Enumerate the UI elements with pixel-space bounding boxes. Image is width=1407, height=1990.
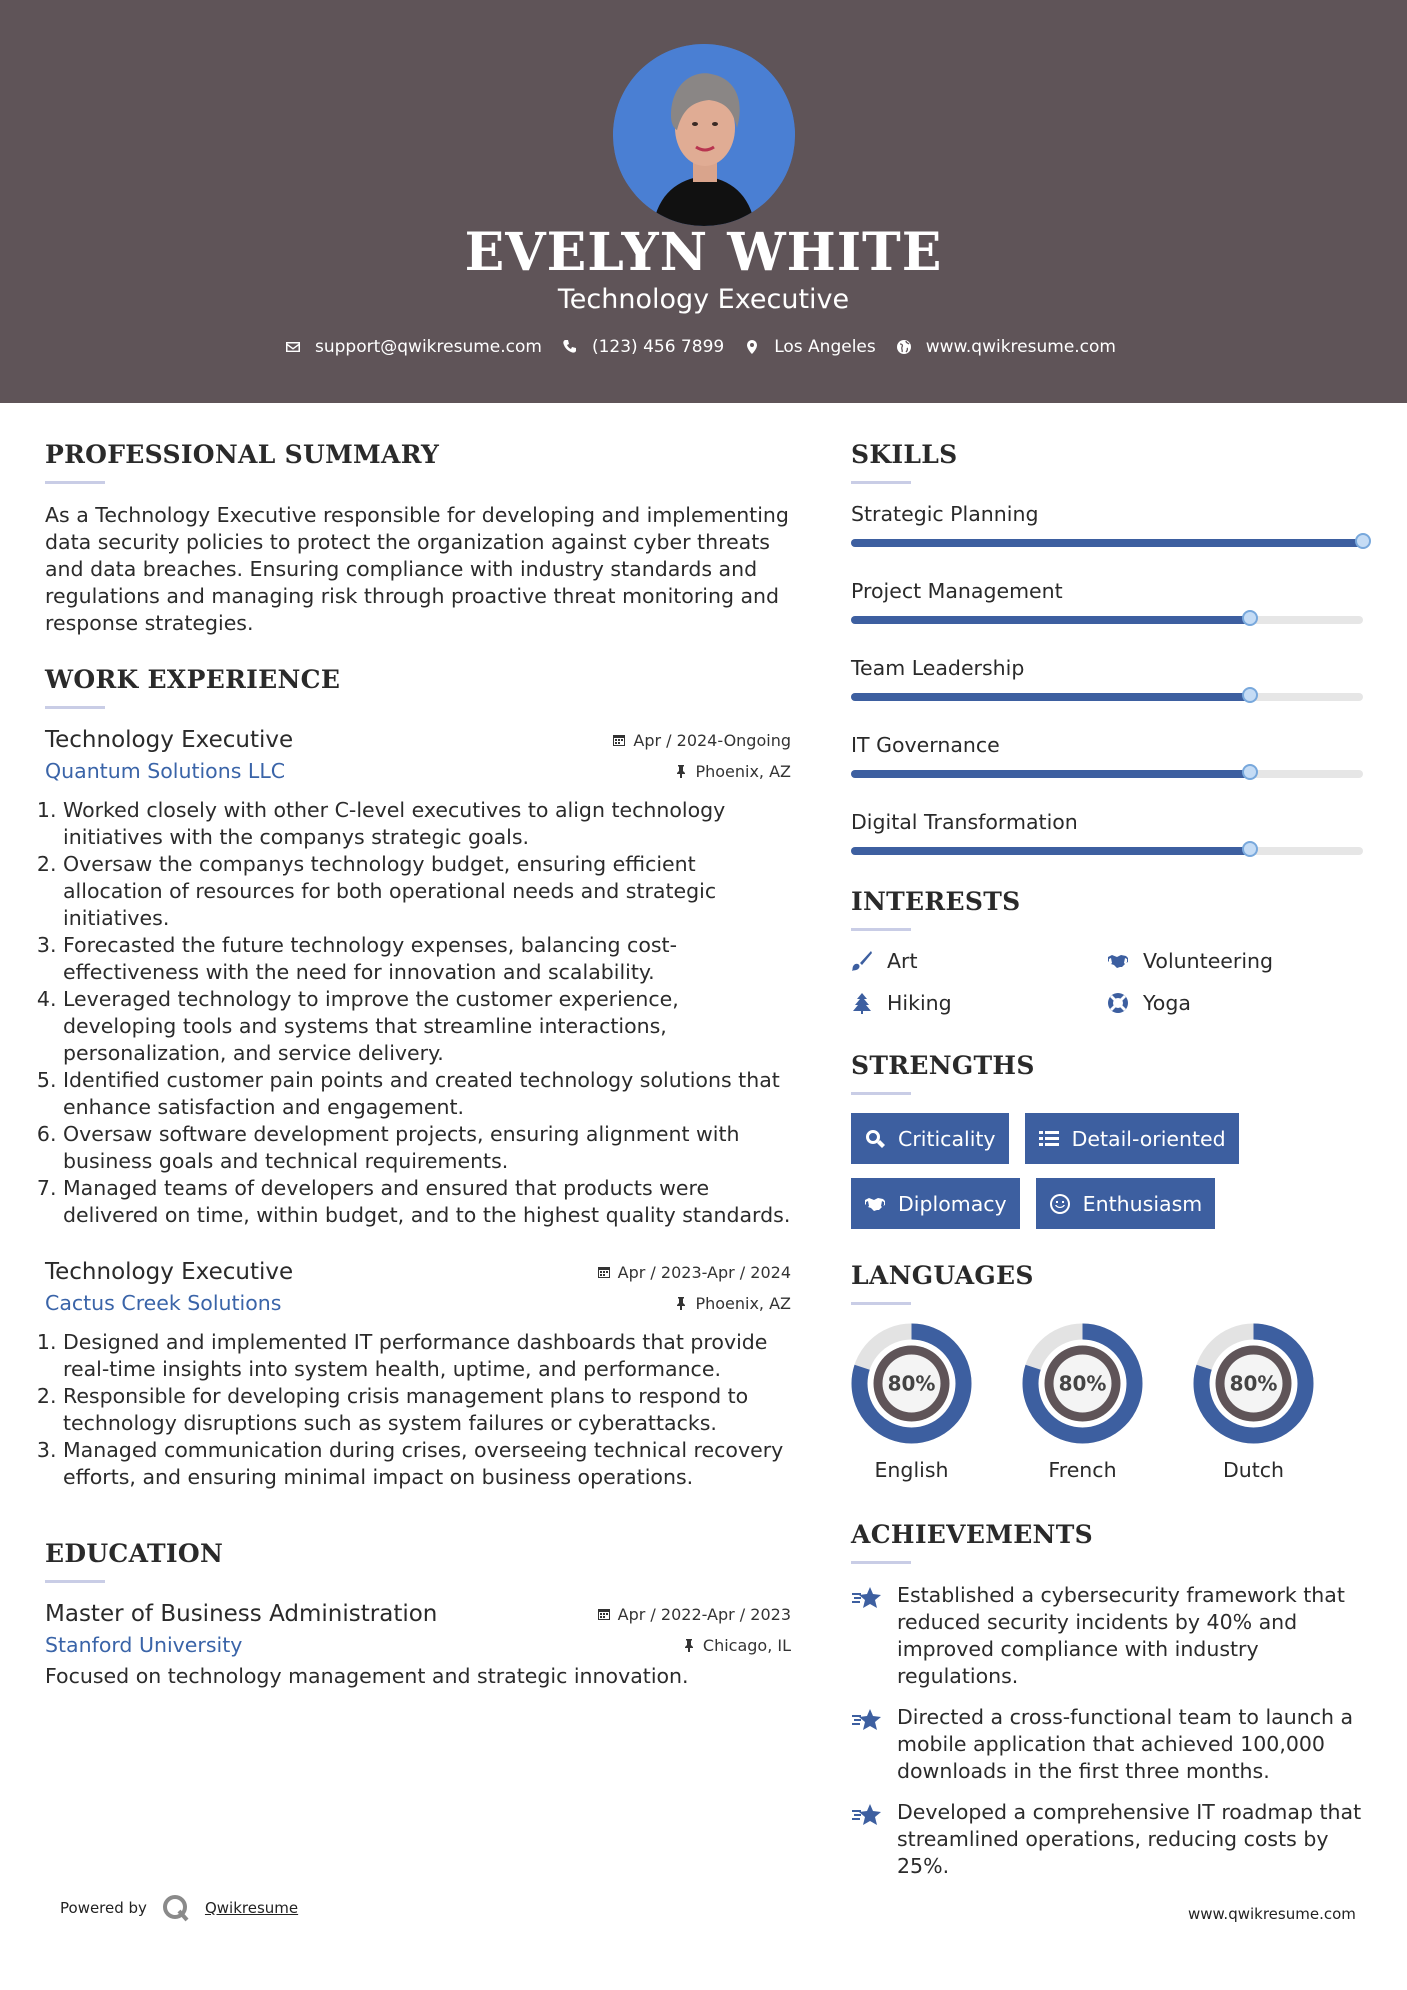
language-name: English bbox=[874, 1458, 949, 1482]
education-location-text: Chicago, IL bbox=[702, 1635, 791, 1655]
list-item: 1. Worked closely with other C-level executives to align technology initiatives with the companys strategic goals. bbox=[63, 797, 791, 851]
interests-heading: INTERESTS bbox=[851, 887, 1021, 916]
language-item bbox=[851, 1323, 972, 1482]
job-date-text: Apr / 2024-Ongoing bbox=[633, 730, 791, 750]
language-donut bbox=[1022, 1323, 1143, 1444]
strength-label: Criticality bbox=[898, 1126, 996, 1151]
skill-bar-knob bbox=[1242, 687, 1258, 703]
job-title: Technology Executive bbox=[45, 727, 294, 753]
list-item: 3. Managed communication during crises, overseeing technical recovery efforts, and ensuring minimal impact on business operations. bbox=[63, 1437, 791, 1491]
experience-section bbox=[45, 665, 791, 1491]
contact-website[interactable] bbox=[896, 337, 1116, 357]
language-percent: 80% bbox=[1229, 1371, 1278, 1396]
skill-bar-fill bbox=[851, 693, 1250, 701]
duties-list bbox=[45, 797, 791, 1229]
phone-text: (123) 456 7899 bbox=[591, 337, 725, 357]
globe-icon bbox=[896, 339, 912, 355]
contact-phone[interactable] bbox=[562, 337, 724, 357]
language-donut bbox=[1193, 1323, 1314, 1444]
achievement-item bbox=[851, 1582, 1365, 1690]
job-location bbox=[674, 762, 791, 781]
list-item: 5. Identified customer pain points and created technology solutions that enhance satisfaction and engagement. bbox=[63, 1067, 791, 1121]
summary-text: As a Technology Executive responsible for developing and implementing data security policies to protect the organization against cyber threats and data breaches. Ensuring compliance with industry standards and regulations and managing risk through proactive threat monitoring and response strategies. bbox=[45, 503, 789, 635]
heading-underline bbox=[851, 1561, 911, 1564]
heading-underline bbox=[851, 928, 911, 931]
skill-bar-track bbox=[851, 539, 1363, 547]
interest-label: Hiking bbox=[887, 991, 952, 1015]
left-column bbox=[45, 440, 791, 1690]
lifebuoy-icon bbox=[1107, 992, 1129, 1014]
heading-underline bbox=[45, 1580, 105, 1583]
skill-name: Team Leadership bbox=[851, 656, 1025, 680]
job-date bbox=[597, 1263, 791, 1282]
language-percent: 80% bbox=[887, 1371, 936, 1396]
right-column bbox=[851, 440, 1365, 1894]
list-icon bbox=[1038, 1128, 1060, 1150]
summary-heading: PROFESSIONAL SUMMARY bbox=[45, 440, 440, 469]
degree-title: Master of Business Administration bbox=[45, 1601, 438, 1627]
heading-underline bbox=[45, 706, 105, 709]
skills-list bbox=[851, 502, 1365, 887]
list-item: 6. Oversaw software development projects, ensuring alignment with business goals and technical requirements. bbox=[63, 1121, 791, 1175]
phone-icon bbox=[562, 339, 578, 355]
star-icon bbox=[851, 1706, 883, 1736]
skill-bar-knob bbox=[1242, 610, 1258, 626]
skill-bar-knob bbox=[1242, 841, 1258, 857]
interest-label: Art bbox=[887, 949, 918, 973]
interest-item bbox=[1107, 991, 1363, 1015]
summary-section bbox=[45, 440, 791, 637]
achievement-item bbox=[851, 1799, 1365, 1880]
job-location bbox=[674, 1294, 791, 1313]
interest-label: Yoga bbox=[1143, 991, 1191, 1015]
resume-header bbox=[0, 0, 1407, 403]
strength-tag bbox=[851, 1178, 1020, 1229]
calendar-icon bbox=[597, 1265, 611, 1279]
interest-item bbox=[851, 949, 1107, 973]
qwikresume-logo-icon bbox=[161, 1893, 191, 1923]
language-item bbox=[1193, 1323, 1314, 1482]
strength-tag bbox=[1025, 1113, 1239, 1164]
contact-email[interactable] bbox=[285, 337, 542, 357]
job-entry bbox=[45, 727, 791, 1229]
powered-by bbox=[60, 1893, 298, 1923]
pushpin-icon bbox=[682, 1638, 696, 1652]
job-location-text: Phoenix, AZ bbox=[695, 761, 791, 781]
languages-section bbox=[851, 1261, 1365, 1482]
company-name[interactable]: Quantum Solutions LLC bbox=[45, 759, 286, 783]
skill-item bbox=[851, 502, 1365, 579]
job-date-text: Apr / 2023-Apr / 2024 bbox=[617, 1262, 791, 1282]
pushpin-icon bbox=[674, 1296, 688, 1310]
strength-tag bbox=[1036, 1178, 1216, 1229]
heading-underline bbox=[851, 1092, 911, 1095]
duties-list bbox=[45, 1329, 791, 1491]
profile-photo bbox=[613, 44, 795, 226]
languages-heading: LANGUAGES bbox=[851, 1261, 1034, 1290]
language-name: French bbox=[1048, 1458, 1117, 1482]
job-entry bbox=[45, 1259, 791, 1491]
heading-underline bbox=[45, 481, 105, 484]
skill-bar-track bbox=[851, 847, 1363, 855]
experience-heading: WORK EXPERIENCE bbox=[45, 665, 341, 694]
list-item: 1. Designed and implemented IT performance dashboards that provide real-time insights into system health, uptime, and performance. bbox=[63, 1329, 791, 1383]
candidate-name: EVELYN WHITE bbox=[464, 222, 943, 283]
skill-bar-track bbox=[851, 616, 1363, 624]
achievement-text: Directed a cross-functional team to launch a mobile application that achieved 100,000 downloads in the first three months. bbox=[897, 1705, 1354, 1783]
skill-bar-fill bbox=[851, 770, 1250, 778]
skill-item bbox=[851, 810, 1365, 887]
list-item: 2. Oversaw the companys technology budget, ensuring efficient allocation of resources for both operational needs and strategic initiatives. bbox=[63, 851, 791, 932]
strengths-list bbox=[851, 1113, 1365, 1229]
skill-bar-fill bbox=[851, 539, 1363, 547]
skills-heading: SKILLS bbox=[851, 440, 958, 469]
languages-list bbox=[851, 1323, 1365, 1482]
interest-item bbox=[851, 991, 1107, 1015]
language-percent: 80% bbox=[1058, 1371, 1107, 1396]
skill-name: IT Governance bbox=[851, 733, 1000, 757]
heading-underline bbox=[851, 1302, 911, 1305]
strength-label: Diplomacy bbox=[898, 1191, 1007, 1216]
brand-link[interactable]: Qwikresume bbox=[204, 1899, 299, 1917]
strengths-heading: STRENGTHS bbox=[851, 1051, 1035, 1080]
smile-icon bbox=[1049, 1193, 1071, 1215]
language-donut bbox=[851, 1323, 972, 1444]
school-name[interactable]: Stanford University bbox=[45, 1633, 243, 1657]
location-text: Los Angeles bbox=[774, 337, 876, 357]
interests-section bbox=[851, 887, 1365, 1015]
skill-bar-track bbox=[851, 693, 1363, 701]
job-date bbox=[612, 731, 791, 750]
search-icon bbox=[864, 1128, 886, 1150]
skill-name: Project Management bbox=[851, 579, 1063, 603]
skill-name: Digital Transformation bbox=[851, 810, 1078, 834]
achievement-text: Developed a comprehensive IT roadmap that streamlined operations, reducing costs by 25%. bbox=[897, 1800, 1362, 1878]
heading-underline bbox=[851, 481, 911, 484]
powered-by-label: Powered by bbox=[60, 1899, 147, 1917]
tree-icon bbox=[851, 992, 873, 1014]
candidate-title: Technology Executive bbox=[557, 284, 850, 315]
list-item: 7. Managed teams of developers and ensured that products were delivered on time, within budget, and to the highest quality standards. bbox=[63, 1175, 791, 1229]
contact-location bbox=[744, 337, 876, 357]
achievement-text: Established a cybersecurity framework that reduced security incidents by 40% and improved compliance with industry regulations. bbox=[897, 1583, 1345, 1688]
skill-item bbox=[851, 733, 1365, 810]
strength-tag bbox=[851, 1113, 1009, 1164]
skill-item bbox=[851, 656, 1365, 733]
interest-label: Volunteering bbox=[1143, 949, 1274, 973]
calendar-icon bbox=[612, 733, 626, 747]
skill-bar-knob bbox=[1355, 533, 1371, 549]
education-heading: EDUCATION bbox=[45, 1539, 224, 1568]
list-item: 4. Leveraged technology to improve the customer experience, developing tools and systems that streamline interactions, personalization, and service delivery. bbox=[63, 986, 791, 1067]
achievements-heading: ACHIEVEMENTS bbox=[851, 1520, 1093, 1549]
skill-item bbox=[851, 579, 1365, 656]
contact-bar bbox=[0, 337, 1407, 357]
education-description: Focused on technology management and strategic innovation. bbox=[45, 1664, 689, 1688]
skills-section bbox=[851, 440, 1365, 887]
pushpin-icon bbox=[674, 764, 688, 778]
job-title: Technology Executive bbox=[45, 1259, 294, 1285]
education-date bbox=[597, 1605, 791, 1624]
calendar-icon bbox=[597, 1607, 611, 1621]
envelope-icon bbox=[285, 339, 301, 355]
skill-bar-knob bbox=[1242, 764, 1258, 780]
strength-label: Detail-oriented bbox=[1071, 1126, 1226, 1151]
company-name[interactable]: Cactus Creek Solutions bbox=[45, 1291, 282, 1315]
skill-bar-track bbox=[851, 770, 1363, 778]
map-pin-icon bbox=[744, 339, 760, 355]
language-item bbox=[1022, 1323, 1143, 1482]
strength-label: Enthusiasm bbox=[1082, 1191, 1203, 1216]
interests-grid bbox=[851, 949, 1365, 1015]
list-item: 2. Responsible for developing crisis management plans to respond to technology disruptions such as system failures or cyberattacks. bbox=[63, 1383, 791, 1437]
star-icon bbox=[851, 1584, 883, 1614]
strengths-section bbox=[851, 1051, 1365, 1229]
skill-bar-fill bbox=[851, 616, 1250, 624]
star-icon bbox=[851, 1801, 883, 1831]
interest-item bbox=[1107, 949, 1363, 973]
achievements-section bbox=[851, 1520, 1365, 1880]
handshake-icon bbox=[1107, 950, 1129, 972]
handshake-icon bbox=[864, 1193, 886, 1215]
email-text: support@qwikresume.com bbox=[315, 337, 542, 357]
education-section bbox=[45, 1539, 791, 1690]
job-location-text: Phoenix, AZ bbox=[695, 1293, 791, 1313]
list-item: 3. Forecasted the future technology expenses, balancing cost-effectiveness with the need for innovation and scalability. bbox=[63, 932, 791, 986]
skill-name: Strategic Planning bbox=[851, 502, 1039, 526]
paintbrush-icon bbox=[851, 950, 873, 972]
achievement-item bbox=[851, 1704, 1365, 1785]
language-name: Dutch bbox=[1222, 1458, 1285, 1482]
education-date-text: Apr / 2022-Apr / 2023 bbox=[617, 1604, 791, 1624]
footer-website[interactable]: www.qwikresume.com bbox=[1188, 1905, 1356, 1923]
skill-bar-fill bbox=[851, 847, 1250, 855]
education-location bbox=[682, 1636, 791, 1655]
website-text: www.qwikresume.com bbox=[925, 337, 1116, 357]
